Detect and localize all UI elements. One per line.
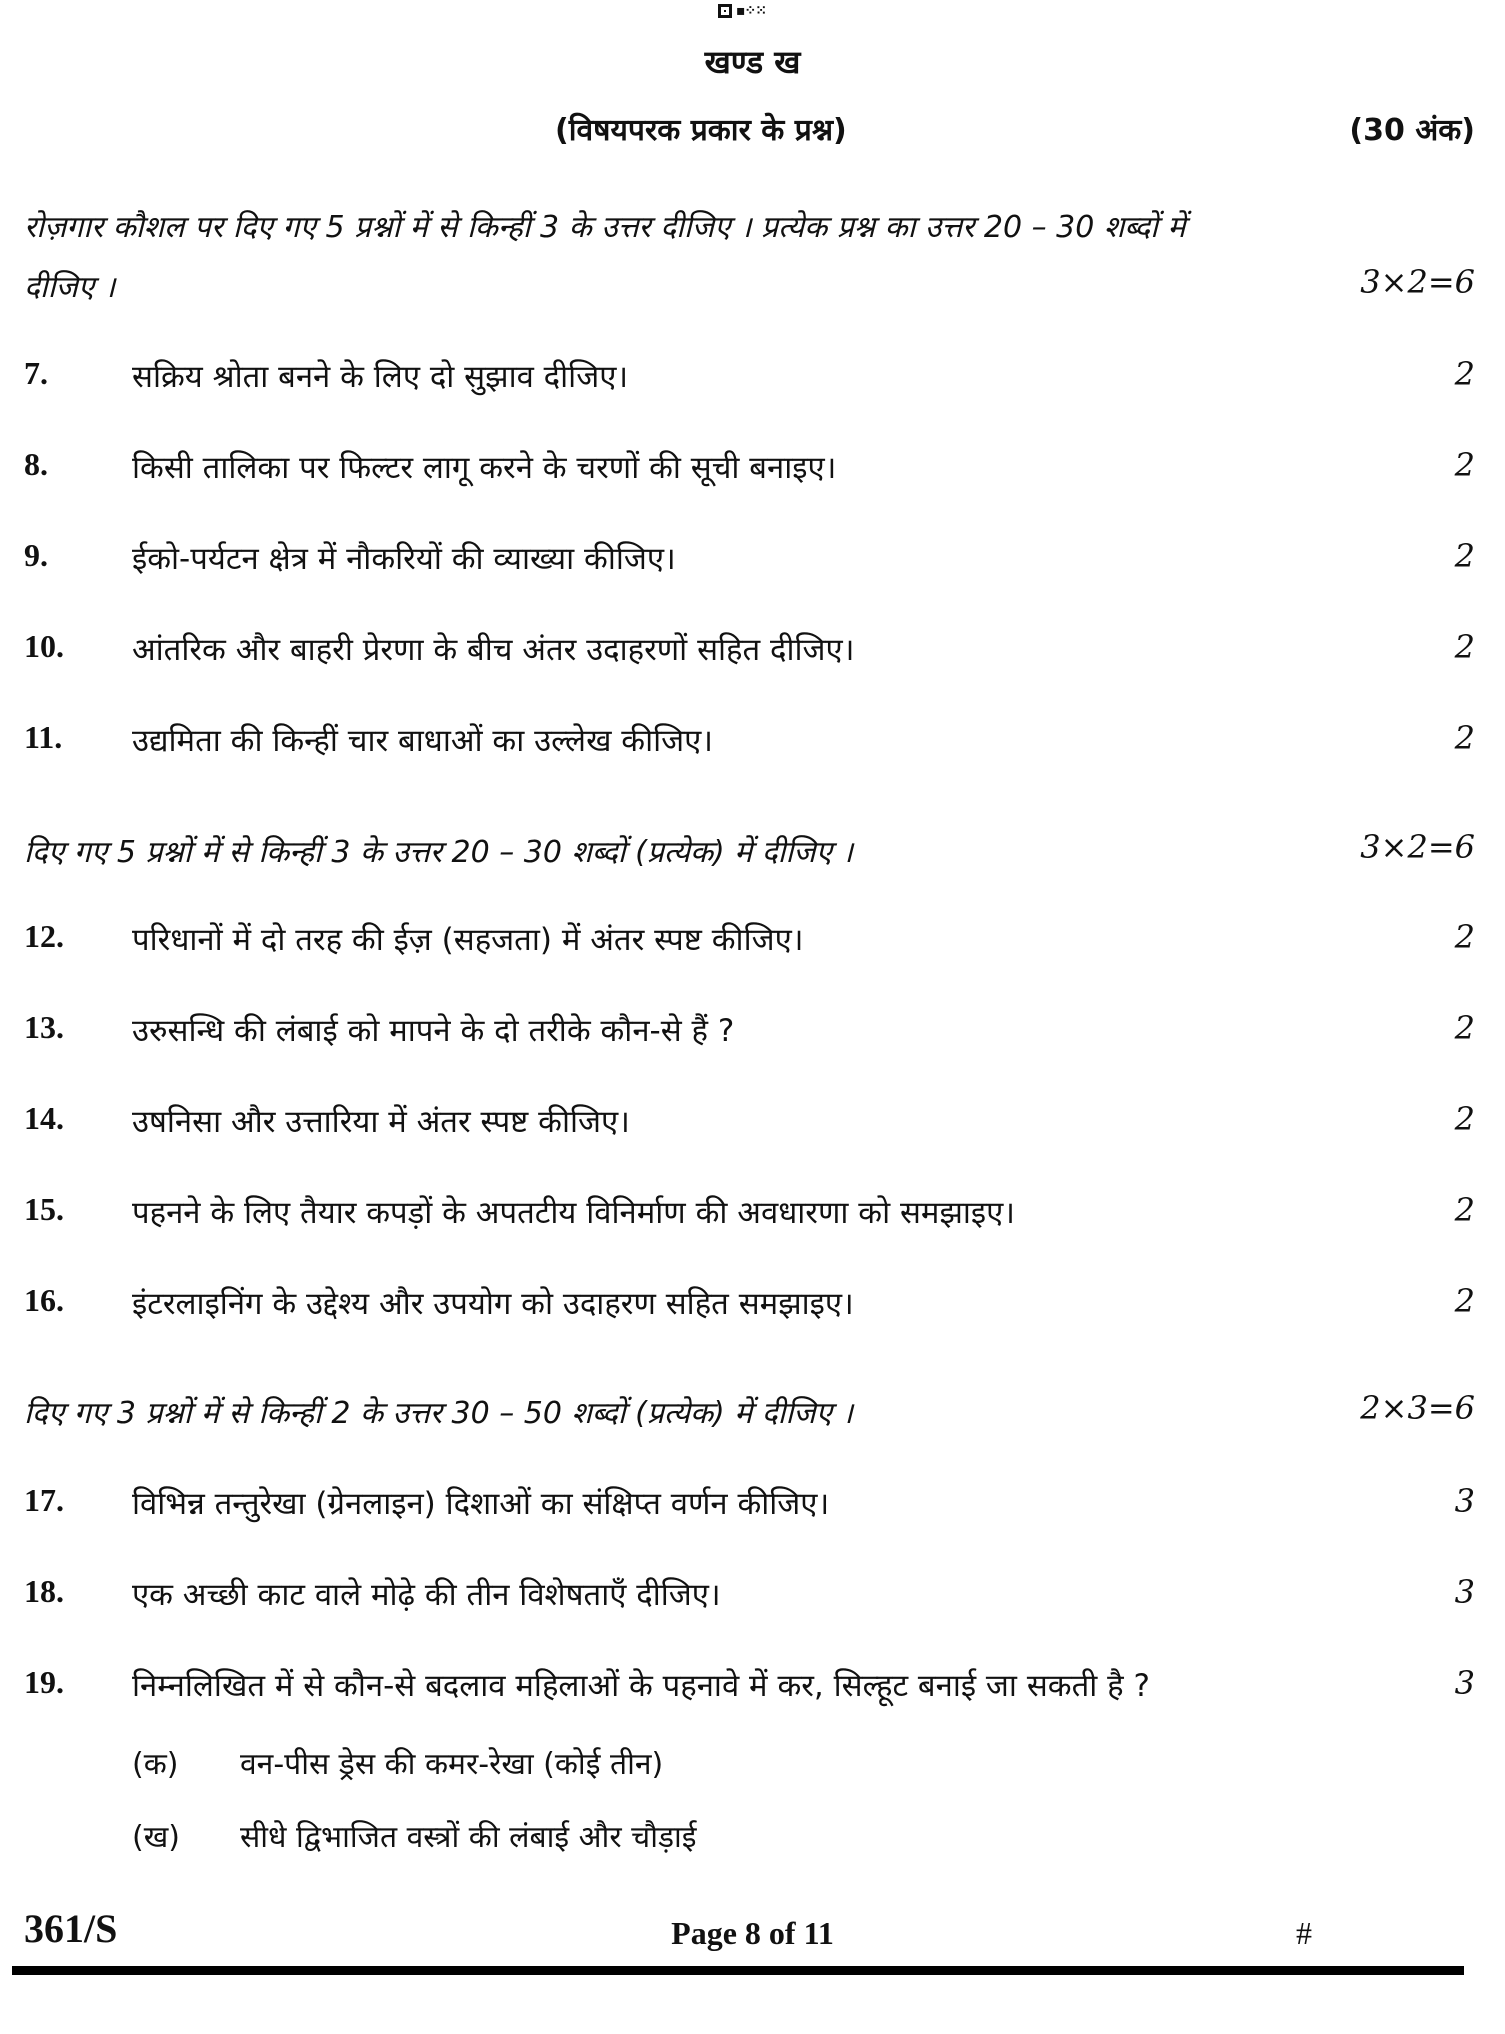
question-text: किसी तालिका पर फिल्टर लागू करने के चरणों की सूची बनाइए। <box>132 450 837 486</box>
question-text: ईको-पर्यटन क्षेत्र में नौकरियों की व्याख्या कीजिए। <box>132 541 676 577</box>
question-number: 9. <box>24 537 48 573</box>
question-marks: 3 <box>1454 1573 1475 1611</box>
question-marks: 2 <box>1454 1282 1475 1320</box>
question-number: 7. <box>24 355 48 391</box>
question-text: विभिन्न तन्तुरेखा (ग्रेनलाइन) दिशाओं का संक्षिप्त वर्णन कीजिए। <box>132 1486 830 1522</box>
question-11 <box>0 719 1505 769</box>
question-9 <box>0 537 1505 587</box>
question-18 <box>0 1573 1505 1623</box>
question-number: 13. <box>24 1009 64 1045</box>
question-text: उषनिसा और उत्तारिया में अंतर स्पष्ट कीजिए। <box>132 1104 630 1140</box>
question-number: 15. <box>24 1191 64 1227</box>
sub-item-label: (ख) <box>132 1820 180 1855</box>
section-title: खण्ड ख <box>704 43 801 81</box>
question-8 <box>0 446 1505 496</box>
question-19 <box>0 1664 1505 1714</box>
question-marks: 2 <box>1454 1009 1475 1047</box>
question-number: 12. <box>24 918 64 954</box>
sub-item-label: (क) <box>132 1747 179 1782</box>
question-12 <box>0 918 1505 968</box>
question-text: परिधानों में दो तरह की ईज़ (सहजता) में अंतर स्पष्ट कीजिए। <box>132 922 804 958</box>
sub-item-text: वन-पीस ड्रेस की कमर-रेखा (कोई तीन) <box>240 1747 664 1782</box>
question-text: सक्रिय श्रोता बनने के लिए दो सुझाव दीजिए। <box>132 359 629 395</box>
group-1-marks: 3×2=6 <box>1360 263 1475 301</box>
question-text: एक अच्छी काट वाले मोढ़े की तीन विशेषताएँ दीजिए। <box>132 1577 721 1613</box>
question-16 <box>0 1282 1505 1332</box>
question-marks: 2 <box>1454 446 1475 484</box>
question-marks: 2 <box>1454 1191 1475 1229</box>
question-number: 11. <box>24 719 63 755</box>
question-text: निम्नलिखित में से कौन-से बदलाव महिलाओं के पहनावे में कर, सिल्हूट बनाई जा सकती है ? <box>132 1668 1150 1704</box>
question-10 <box>0 628 1505 678</box>
question-marks: 2 <box>1454 918 1475 956</box>
group-3-marks: 2×3=6 <box>1360 1389 1475 1427</box>
question-15 <box>0 1191 1505 1241</box>
question-13 <box>0 1009 1505 1059</box>
question-marks: 2 <box>1454 719 1475 757</box>
question-7 <box>0 355 1505 405</box>
question-19-sub-item-b <box>132 1815 697 1856</box>
question-number: 19. <box>24 1664 64 1700</box>
question-number: 16. <box>24 1282 64 1318</box>
question-text: इंटरलाइनिंग के उद्देश्य और उपयोग को उदाहरण सहित समझाइए। <box>132 1286 854 1322</box>
section-subtitle: (विषयपरक प्रकार के प्रश्न) <box>555 113 847 148</box>
question-marks: 2 <box>1454 628 1475 666</box>
question-text: पहनने के लिए तैयार कपड़ों के अपतटीय विनिर्माण की अवधारणा को समझाइए। <box>132 1195 1016 1231</box>
question-19-sub-item-a <box>132 1742 663 1783</box>
question-marks: 2 <box>1454 537 1475 575</box>
paper-code: 361/S <box>24 1906 118 1951</box>
group-1-instruction-line2: दीजिए । <box>24 270 116 305</box>
question-marks: 3 <box>1454 1482 1475 1520</box>
question-number: 10. <box>24 628 64 664</box>
question-number: 8. <box>24 446 48 482</box>
question-number: 14. <box>24 1100 64 1136</box>
question-marks: 3 <box>1454 1664 1475 1702</box>
question-14 <box>0 1100 1505 1150</box>
question-17 <box>0 1482 1505 1532</box>
question-text: उरुसन्धि की लंबाई को मापने के दो तरीके कौन-से हैं ? <box>132 1013 735 1049</box>
footer-hash: # <box>1296 1915 1312 1951</box>
question-marks: 2 <box>1454 355 1475 393</box>
question-marks: 2 <box>1454 1100 1475 1138</box>
group-2-instruction: दिए गए 5 प्रश्नों में से किन्हीं 3 के उत्तर 20 – 30 शब्दों (प्रत्येक) में दीजिए । <box>24 835 853 870</box>
footer-divider <box>12 1966 1464 1975</box>
qr-code-icon <box>718 2 778 20</box>
qr-dots-icon: ▪⁘⁙ <box>736 3 766 19</box>
section-total-marks: (30 अंक) <box>1349 113 1475 148</box>
sub-item-text: सीधे द्विभाजित वस्त्रों की लंबाई और चौड़ाई <box>240 1820 697 1855</box>
qr-box-icon <box>718 4 732 18</box>
group-1-instruction-line1: रोज़गार कौशल पर दिए गए 5 प्रश्नों में से किन्हीं 3 के उत्तर दीजिए । प्रत्येक प्रश्न का उत्तर 20 – 30 शब्दों में <box>24 210 1186 245</box>
question-text: उद्यमिता की किन्हीं चार बाधाओं का उल्लेख कीजिए। <box>132 723 714 759</box>
page-number: Page 8 of 11 <box>671 1915 834 1951</box>
question-number: 17. <box>24 1482 64 1518</box>
question-number: 18. <box>24 1573 64 1609</box>
group-2-marks: 3×2=6 <box>1360 828 1475 866</box>
group-3-instruction: दिए गए 3 प्रश्नों में से किन्हीं 2 के उत्तर 30 – 50 शब्दों (प्रत्येक) में दीजिए । <box>24 1396 853 1431</box>
question-text: आंतरिक और बाहरी प्रेरणा के बीच अंतर उदाहरणों सहित दीजिए। <box>132 632 855 668</box>
